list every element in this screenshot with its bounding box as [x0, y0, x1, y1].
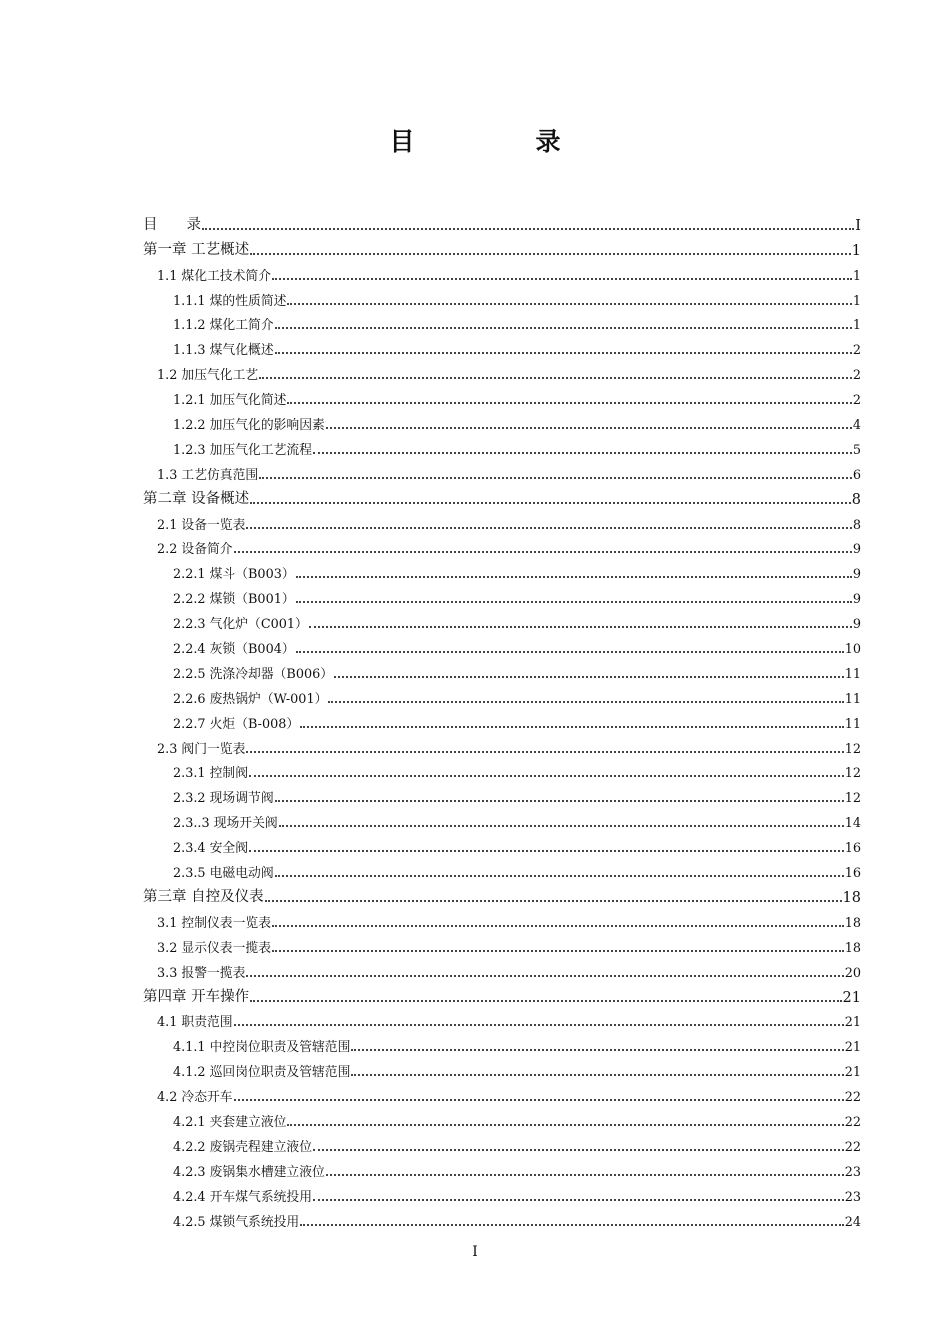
- toc-entry[interactable]: [143, 408, 861, 433]
- toc-entry-page: 20: [844, 965, 861, 981]
- dot-leader: [249, 775, 844, 777]
- toc-entry-label: 2.3.4 安全阀: [173, 841, 249, 857]
- toc-entry-page: 18: [842, 889, 861, 906]
- dot-leader: [296, 601, 852, 603]
- dot-leader: [246, 751, 843, 753]
- dot-leader: [246, 527, 851, 529]
- dot-leader: [259, 377, 852, 379]
- toc-entry-label: 第一章 工艺概述: [143, 241, 250, 258]
- dot-leader: [351, 1074, 843, 1076]
- dot-leader: [309, 626, 852, 628]
- dot-leader: [272, 925, 844, 927]
- dot-leader: [287, 402, 851, 404]
- toc-entry-label: 3.2 显示仪表一揽表: [157, 940, 271, 956]
- toc-entry[interactable]: [143, 508, 861, 533]
- toc-entry-page: 9: [852, 592, 861, 608]
- toc-entry-label: 第二章 设备概述: [143, 490, 250, 507]
- dot-leader: [300, 1224, 843, 1226]
- toc-entry[interactable]: [143, 856, 861, 881]
- dot-leader: [202, 228, 854, 230]
- dot-leader: [234, 551, 852, 553]
- toc-entry-label: 1.1 煤化工技术简介: [157, 268, 271, 284]
- toc-entry[interactable]: [143, 956, 861, 981]
- toc-entry-page: 23: [844, 1189, 861, 1205]
- toc-entry[interactable]: [143, 358, 861, 383]
- toc-entry-label: 4.2.5 煤锁气系统投用: [173, 1214, 300, 1230]
- toc-entry[interactable]: [143, 732, 861, 757]
- toc-entry-label: 4.2.1 夹套建立液位: [173, 1114, 287, 1130]
- toc-entry-label: 4.2.2 废锅壳程建立液位: [173, 1139, 313, 1155]
- toc-entry-label: 4.1.1 中控岗位职责及管辖范围: [173, 1040, 351, 1056]
- toc-entry-label: 4.2.3 废锅集水槽建立液位: [173, 1164, 325, 1180]
- toc-entry-page: 24: [844, 1214, 861, 1230]
- toc-entry[interactable]: [143, 433, 861, 458]
- dot-leader: [250, 502, 851, 504]
- toc-entry-page: 9: [852, 617, 861, 633]
- dot-leader: [234, 1024, 844, 1026]
- toc-entry-page: 11: [844, 691, 861, 707]
- toc-entry-page: 21: [844, 1040, 861, 1056]
- toc-entry-page: 16: [844, 841, 861, 857]
- dot-leader: [326, 1174, 844, 1176]
- dot-leader: [300, 726, 843, 728]
- toc-entry[interactable]: [143, 309, 861, 334]
- dot-leader: [326, 427, 852, 429]
- toc-entry-label: 2.3..3 现场开关阀: [173, 816, 278, 832]
- toc-entry-label: 2.2 设备简介: [157, 542, 233, 558]
- toc-entry[interactable]: [143, 1105, 861, 1130]
- toc-entry[interactable]: [143, 657, 861, 682]
- dot-leader: [275, 327, 852, 329]
- toc-entry[interactable]: [143, 981, 861, 1006]
- table-of-contents: [143, 209, 861, 1230]
- toc-entry-page: I: [855, 217, 861, 234]
- toc-entry-page: 12: [844, 766, 861, 782]
- toc-entry[interactable]: [143, 209, 861, 234]
- toc-entry-page: 21: [842, 989, 861, 1006]
- toc-entry-label: 4.2.4 开车煤气系统投用: [173, 1189, 313, 1205]
- toc-entry-label: 1.1.3 煤气化概述: [173, 343, 274, 359]
- toc-entry-page: 5: [852, 442, 861, 458]
- toc-entry-label: 4.2 冷态开车: [157, 1090, 233, 1106]
- toc-entry[interactable]: [143, 1180, 861, 1205]
- toc-entry[interactable]: [143, 1205, 861, 1230]
- toc-entry[interactable]: [143, 259, 861, 284]
- toc-entry-page: 16: [844, 866, 861, 882]
- dot-leader: [313, 452, 852, 454]
- toc-entry[interactable]: [143, 906, 861, 931]
- toc-entry[interactable]: [143, 557, 861, 582]
- toc-entry-label: 1.3 工艺仿真范围: [157, 467, 259, 483]
- dot-leader: [334, 676, 844, 678]
- toc-entry[interactable]: [143, 1055, 861, 1080]
- toc-entry-page: 18: [844, 940, 861, 956]
- toc-entry-page: 22: [844, 1090, 861, 1106]
- toc-entry[interactable]: [143, 607, 861, 632]
- dot-leader: [287, 303, 851, 305]
- dot-leader: [259, 477, 852, 479]
- toc-entry-label: 1.2.2 加压气化的影响因素: [173, 418, 325, 434]
- toc-entry-label: 2.2.2 煤锁（B001）: [173, 592, 295, 608]
- toc-entry[interactable]: [143, 1155, 861, 1180]
- toc-entry-page: 9: [852, 567, 861, 583]
- toc-entry[interactable]: [143, 333, 861, 358]
- toc-entry[interactable]: [143, 483, 861, 508]
- toc-entry[interactable]: [143, 757, 861, 782]
- toc-entry-page: 6: [852, 467, 861, 483]
- dot-leader: [275, 875, 844, 877]
- toc-entry-page: 10: [844, 642, 861, 658]
- toc-entry-label: 2.3.1 控制阀: [173, 766, 249, 782]
- toc-entry[interactable]: [143, 1030, 861, 1055]
- toc-entry[interactable]: [143, 458, 861, 483]
- toc-entry-label: 目 录: [143, 216, 201, 233]
- toc-entry[interactable]: [143, 1080, 861, 1105]
- toc-entry[interactable]: [143, 1130, 861, 1155]
- toc-entry[interactable]: [143, 781, 861, 806]
- toc-entry-label: 2.3.2 现场调节阀: [173, 791, 274, 807]
- toc-entry-label: 3.1 控制仪表一览表: [157, 915, 271, 931]
- toc-entry-page: 14: [844, 816, 861, 832]
- toc-entry-page: 1: [852, 268, 861, 284]
- toc-entry-label: 1.1.2 煤化工简介: [173, 318, 274, 334]
- dot-leader: [250, 253, 851, 255]
- dot-leader: [272, 950, 844, 952]
- toc-entry-page: 22: [844, 1114, 861, 1130]
- toc-entry-label: 4.1.2 巡回岗位职责及管辖范围: [173, 1065, 351, 1081]
- dot-leader: [234, 1099, 844, 1101]
- toc-entry-label: 2.1 设备一览表: [157, 517, 246, 533]
- dot-leader: [275, 352, 852, 354]
- toc-entry-label: 第四章 开车操作: [143, 988, 250, 1005]
- toc-entry[interactable]: [143, 1006, 861, 1031]
- toc-entry-page: 1: [851, 242, 861, 259]
- dot-leader: [296, 651, 844, 653]
- toc-entry[interactable]: [143, 881, 861, 906]
- toc-entry-page: 22: [844, 1139, 861, 1155]
- toc-entry-page: 8: [852, 517, 861, 533]
- dot-leader: [313, 1199, 844, 1201]
- toc-entry-label: 1.2.1 加压气化简述: [173, 393, 287, 409]
- dot-leader: [313, 1149, 844, 1151]
- page-title: 目 录: [389, 127, 609, 156]
- toc-entry-page: 12: [844, 791, 861, 807]
- toc-entry-label: 2.2.6 废热锅炉（W-001）: [173, 691, 328, 707]
- toc-entry-page: 2: [852, 393, 861, 409]
- toc-entry-label: 2.2.7 火炬（B-008）: [173, 716, 300, 732]
- dot-leader: [249, 850, 844, 852]
- toc-entry[interactable]: [143, 632, 861, 657]
- toc-entry-label: 2.2.3 气化炉（C001）: [173, 617, 308, 633]
- page-number: I: [472, 1244, 478, 1260]
- dot-leader: [265, 900, 842, 902]
- toc-entry-label: 1.2 加压气化工艺: [157, 368, 259, 384]
- toc-entry[interactable]: [143, 582, 861, 607]
- dot-leader: [246, 975, 843, 977]
- toc-entry[interactable]: [143, 931, 861, 956]
- toc-entry-label: 1.2.3 加压气化工艺流程: [173, 442, 313, 458]
- toc-entry-label: 4.1 职责范围: [157, 1015, 233, 1031]
- toc-entry-label: 2.3 阀门一览表: [157, 741, 246, 757]
- dot-leader: [279, 825, 844, 827]
- toc-entry-page: 2: [852, 368, 861, 384]
- dot-leader: [296, 576, 852, 578]
- dot-leader: [351, 1049, 843, 1051]
- toc-entry[interactable]: [143, 707, 861, 732]
- toc-entry[interactable]: [143, 831, 861, 856]
- toc-entry-page: 12: [844, 741, 861, 757]
- toc-entry-page: 11: [844, 666, 861, 682]
- dot-leader: [287, 1124, 843, 1126]
- toc-entry[interactable]: [143, 234, 861, 259]
- toc-entry-page: 8: [851, 491, 861, 508]
- toc-entry-page: 9: [852, 542, 861, 558]
- toc-entry[interactable]: [143, 533, 861, 558]
- toc-entry-page: 21: [844, 1015, 861, 1031]
- toc-entry-page: 4: [852, 418, 861, 434]
- toc-entry-page: 1: [852, 318, 861, 334]
- toc-entry-page: 1: [852, 293, 861, 309]
- dot-leader: [328, 701, 843, 703]
- toc-entry[interactable]: [143, 284, 861, 309]
- dot-leader: [272, 278, 852, 280]
- toc-entry-page: 21: [844, 1065, 861, 1081]
- dot-leader: [250, 1000, 841, 1002]
- toc-entry-label: 2.2.4 灰锁（B004）: [173, 642, 295, 658]
- toc-entry-label: 3.3 报警一揽表: [157, 965, 246, 981]
- dot-leader: [275, 800, 844, 802]
- toc-entry-label: 2.2.1 煤斗（B003）: [173, 567, 295, 583]
- toc-entry-label: 第三章 自控及仪表: [143, 888, 264, 905]
- toc-entry[interactable]: [143, 806, 861, 831]
- toc-entry[interactable]: [143, 383, 861, 408]
- toc-entry-page: 11: [844, 716, 861, 732]
- toc-entry-page: 18: [844, 915, 861, 931]
- toc-entry-label: 2.3.5 电磁电动阀: [173, 866, 274, 882]
- toc-entry-page: 2: [852, 343, 861, 359]
- toc-entry[interactable]: [143, 682, 861, 707]
- toc-entry-label: 1.1.1 煤的性质简述: [173, 293, 287, 309]
- toc-entry-label: 2.2.5 洗涤冷却器（B006）: [173, 666, 334, 682]
- toc-entry-page: 23: [844, 1164, 861, 1180]
